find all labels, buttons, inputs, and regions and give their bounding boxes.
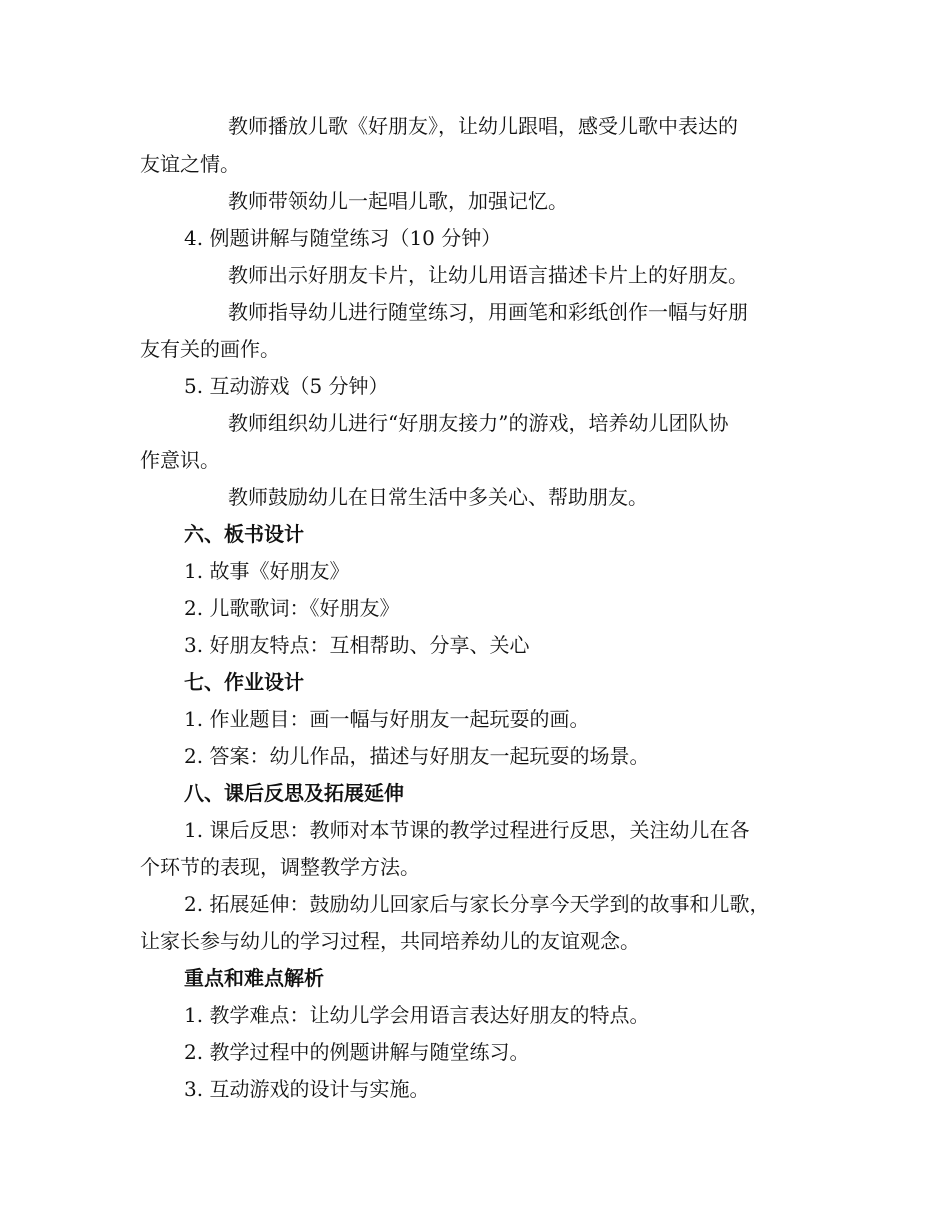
paragraph-line: 教师带领幼儿一起唱儿歌，加强记忆。 (228, 189, 568, 213)
paragraph-line: 教师播放儿歌《好朋友》，让幼儿跟唱，感受儿歌中表达的 (228, 114, 738, 138)
paragraph-line: 教师组织幼儿进行“好朋友接力”的游戏，培养幼儿团队协 (228, 411, 729, 435)
list-item: 5. 互动游戏（5 分钟） (184, 374, 389, 398)
list-item: 3. 互动游戏的设计与实施。 (184, 1077, 430, 1101)
list-item: 4. 例题讲解与随堂练习（10 分钟） (184, 226, 502, 250)
paragraph-line: 教师出示好朋友卡片，让幼儿用语言描述卡片上的好朋友。 (228, 263, 748, 287)
list-item: 1. 课后反思：教师对本节课的教学过程进行反思，关注幼儿在各 (184, 818, 750, 842)
list-item: 1. 作业题目：画一幅与好朋友一起玩耍的画。 (184, 707, 590, 731)
paragraph-line: 教师鼓励幼儿在日常生活中多关心、帮助朋友。 (228, 485, 648, 509)
section-heading: 重点和难点解析 (184, 966, 324, 990)
list-item: 2. 答案：幼儿作品，描述与好朋友一起玩耍的场景。 (184, 744, 650, 768)
list-item: 2. 教学过程中的例题讲解与随堂练习。 (184, 1040, 530, 1064)
paragraph-line: 教师指导幼儿进行随堂练习，用画笔和彩纸创作一幅与好朋 (228, 300, 748, 324)
paragraph-line: 友有关的画作。 (140, 337, 280, 361)
list-item: 1. 故事《好朋友》 (184, 559, 350, 583)
list-item: 1. 教学难点：让幼儿学会用语言表达好朋友的特点。 (184, 1003, 650, 1027)
list-item: 2. 儿歌歌词：《好朋友》 (184, 596, 400, 620)
section-heading: 七、作业设计 (184, 670, 304, 694)
paragraph-line: 个环节的表现，调整教学方法。 (140, 855, 420, 879)
paragraph-line: 作意识。 (140, 448, 220, 472)
list-item: 2. 拓展延伸：鼓励幼儿回家后与家长分享今天学到的故事和儿歌， (184, 892, 770, 916)
section-heading: 八、课后反思及拓展延伸 (184, 781, 404, 805)
paragraph-line: 友谊之情。 (140, 152, 240, 176)
paragraph-line: 让家长参与幼儿的学习过程，共同培养幼儿的友谊观念。 (140, 929, 640, 953)
section-heading: 六、板书设计 (184, 522, 304, 546)
list-item: 3. 好朋友特点：互相帮助、分享、关心 (184, 633, 530, 657)
